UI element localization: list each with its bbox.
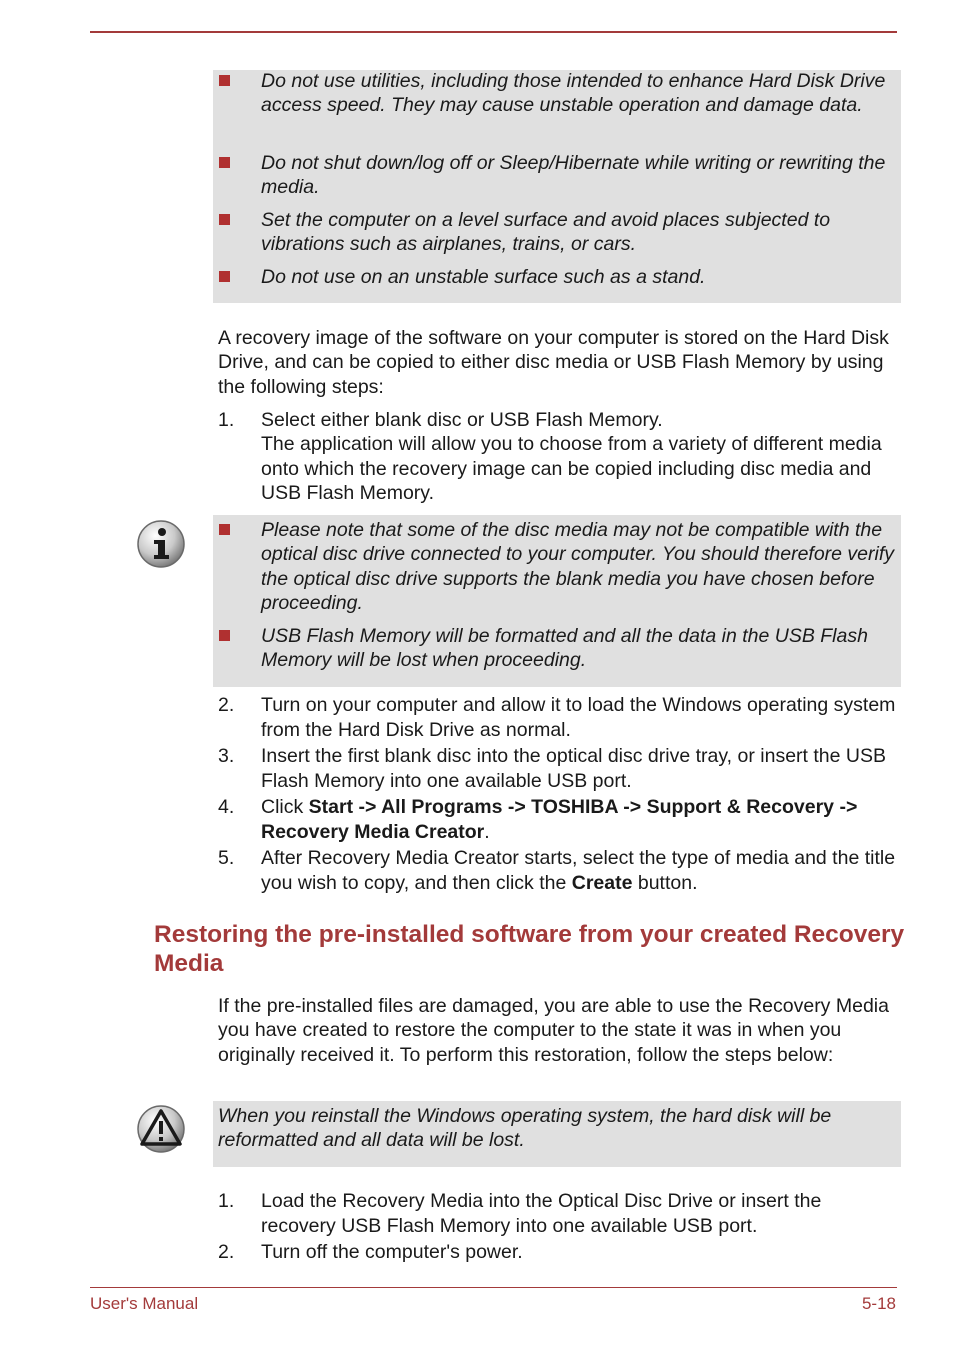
step-text: Load the Recovery Media into the Optical Disc Drive or insert the recovery USB Flash Memory into one available USB port. [261,1190,822,1238]
bullet-square-icon [219,630,230,641]
footer-title: User's Manual [90,1294,199,1313]
step-text-prefix: Click [261,796,309,818]
step-number: 3. [218,745,235,767]
bullet-text: Do not shut down/log off or Sleep/Hibernate while writing or rewriting the media. [261,152,886,199]
step-number: 2. [218,694,235,716]
bullet-square-icon [219,75,230,86]
step-text-prefix: After Recovery Media Creator starts, select the type of media and the title you wish to copy, and then click the [261,847,896,895]
step-detail: The application will allow you to choose from a variety of different media onto which the recovery image can be copied including disc media and USB Flash Memory. [261,433,882,505]
step-text [261,795,900,846]
step-text-suffix: . [484,821,490,844]
bullet-square-icon [219,271,230,282]
step-text [261,408,900,506]
footer-rule [90,1287,897,1288]
page-number: 5-18 [861,1294,896,1313]
step-text [261,846,900,897]
step-number: 2. [218,1241,235,1263]
bullet-text: Set the computer on a level surface and avoid places subjected to vibrations such as airplanes, trains, or cars. [261,209,831,256]
bullet-square-icon [219,157,230,168]
step-text: Insert the first blank disc into the optical disc drive tray, or insert the USB Flash Memory into one available USB port. [261,745,886,793]
intro-paragraph: A recovery image of the software on your computer is stored on the Hard Disk Drive, and can be copied to either disc media or USB Flash Memory by using the following steps: [218,327,889,398]
menu-path: Start -> All Programs -> TOSHIBA -> Support & Recovery -> Recovery Media Creator [261,796,858,844]
restore-paragraph: If the pre-installed files are damaged, you are able to use the Recovery Media you have created to restore the computer to the state it was in when you originally received it. To perform this restoration, follow the steps below: [218,995,889,1066]
step-text-suffix: button. [632,872,698,895]
bullet-text: Do not use on an unstable surface such as a stand. [261,266,706,288]
bullet-square-icon [219,214,230,225]
step-number: 5. [218,847,235,869]
step-line: Select either blank disc or USB Flash Memory. [261,409,663,431]
warning-icon [135,1103,187,1155]
caution-box [213,70,901,303]
bullet-text: USB Flash Memory will be formatted and all the data in the USB Flash Memory will be lost when proceeding. [261,625,868,672]
step-number: 4. [218,796,235,818]
warning-note-box [213,1101,901,1167]
section-heading: Restoring the pre-installed software from your created Recovery Media [154,921,905,977]
warning-text: When you reinstall the Windows operating system, the hard disk will be reformatted and all data will be lost. [218,1105,832,1152]
bullet-text: Please note that some of the disc media may not be compatible with the optical disc drive connected to your computer. You should therefore verify the optical disc drive supports the blank media you have chosen before proceeding. [261,519,895,615]
header-rule [90,31,897,33]
bullet-square-icon [219,524,230,535]
bullet-text: Do not use utilities, including those intended to enhance Hard Disk Drive access speed. They may cause unstable operation and damage data. [261,70,886,117]
step-text: Turn off the computer's power. [261,1241,523,1263]
info-icon [135,518,187,570]
button-name: Create [571,872,633,895]
step-number: 1. [218,409,235,431]
info-note-box [213,515,901,687]
step-text: Turn on your computer and allow it to load the Windows operating system from the Hard Disk Drive as normal. [261,694,896,742]
step-number: 1. [218,1190,235,1212]
